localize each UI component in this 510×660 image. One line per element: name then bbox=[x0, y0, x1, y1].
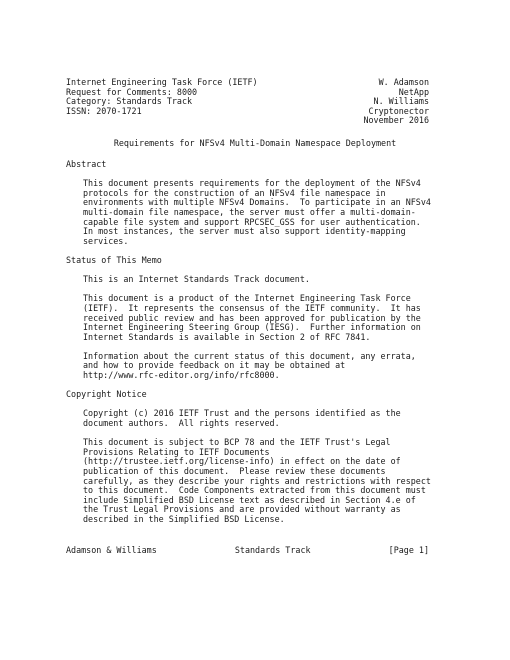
text-line: publication of this document. Please review these documents bbox=[83, 466, 386, 476]
copyright-paragraph bbox=[66, 438, 446, 524]
status-heading: Status of This Memo bbox=[66, 254, 162, 265]
header-right: NetApp bbox=[398, 86, 429, 97]
text-line: described in the Simplified BSD License. bbox=[83, 513, 285, 524]
text-line: the Trust Legal Provisions and are provided without warranty as bbox=[83, 504, 401, 515]
document-body bbox=[66, 160, 446, 525]
text-line: received public review and has been approved for publication by the bbox=[83, 312, 421, 323]
text-line: document authors. All rights reserved. bbox=[83, 418, 280, 429]
text-line: http://www.rfc-editor.org/info/rfc8000. bbox=[83, 370, 280, 381]
text-line: multi-domain file namespace, the server must offer a multi-domain- bbox=[83, 206, 416, 217]
header-right: November 2016 bbox=[363, 115, 429, 126]
abstract-paragraph bbox=[66, 179, 446, 246]
text-line: This document is subject to BCP 78 and the IETF Trust's Legal bbox=[83, 437, 391, 448]
copyright-paragraph bbox=[66, 409, 446, 428]
text-line: to this document. Code Components extracted from this document must bbox=[83, 485, 426, 496]
text-line: services. bbox=[83, 235, 129, 246]
copyright-heading: Copyright Notice bbox=[66, 389, 147, 400]
rfc-header bbox=[66, 78, 429, 126]
text-line: Provisions Relating to IETF Documents bbox=[83, 446, 270, 457]
status-paragraph bbox=[66, 275, 446, 285]
text-line: Internet Engineering Steering Group (IESG). Further information on bbox=[83, 322, 421, 333]
text-line: include Simplified BSD License text as described in Section 4.e of bbox=[83, 494, 416, 505]
header-left: Request for Comments: 8000 bbox=[66, 86, 198, 97]
text-line: environments with multiple NFSv4 Domains. To participate in an NFSv4 bbox=[83, 197, 431, 208]
text-line: and how to provide feedback on it may be obtained at bbox=[83, 360, 346, 371]
page-footer bbox=[66, 546, 429, 556]
text-line: In most instances, the server must also support identity-mapping bbox=[83, 226, 406, 237]
header-right: Cryptonector bbox=[368, 105, 429, 116]
header-row bbox=[66, 116, 429, 126]
header-left: ISSN: 2070-1721 bbox=[66, 105, 142, 116]
footer-authors: Adamson & Williams bbox=[66, 545, 157, 555]
text-line: This document presents requirements for the deployment of the NFSv4 bbox=[83, 178, 421, 189]
footer-page-number: [Page 1] bbox=[388, 545, 429, 555]
header-right: W. Adamson bbox=[378, 77, 429, 87]
header-right: N. Williams bbox=[373, 96, 429, 107]
header-left: Internet Engineering Task Force (IETF) bbox=[66, 77, 258, 87]
status-paragraph bbox=[66, 294, 446, 342]
footer-category: Standards Track bbox=[234, 545, 311, 555]
text-line: (IETF). It represents the consensus of the IETF community. It has bbox=[83, 302, 421, 313]
document-title: Requirements for NFSv4 Multi-Domain Namespace Deployment bbox=[113, 138, 397, 148]
text-line: protocols for the construction of an NFSv4 file namespace in bbox=[83, 187, 386, 198]
text-line: This is an Internet Standards Track document. bbox=[83, 274, 310, 285]
text-line: carefully, as they describe your rights and restrictions with respect bbox=[83, 475, 431, 486]
text-line: This document is a product of the Internet Engineering Task Force bbox=[83, 293, 411, 304]
text-line: (http://trustee.ietf.org/license-info) in effect on the date of bbox=[83, 456, 401, 467]
text-line: Information about the current status of this document, any errata, bbox=[83, 350, 416, 361]
status-paragraph bbox=[66, 352, 446, 381]
text-line: Internet Standards is available in Section 2 of RFC 7841. bbox=[83, 331, 371, 342]
abstract-heading: Abstract bbox=[66, 159, 107, 169]
text-line: Copyright (c) 2016 IETF Trust and the persons identified as the bbox=[83, 408, 401, 419]
text-line: capable file system and support RPCSEC_GSS for user authentication. bbox=[83, 216, 421, 227]
header-left: Category: Standards Track bbox=[66, 96, 193, 107]
